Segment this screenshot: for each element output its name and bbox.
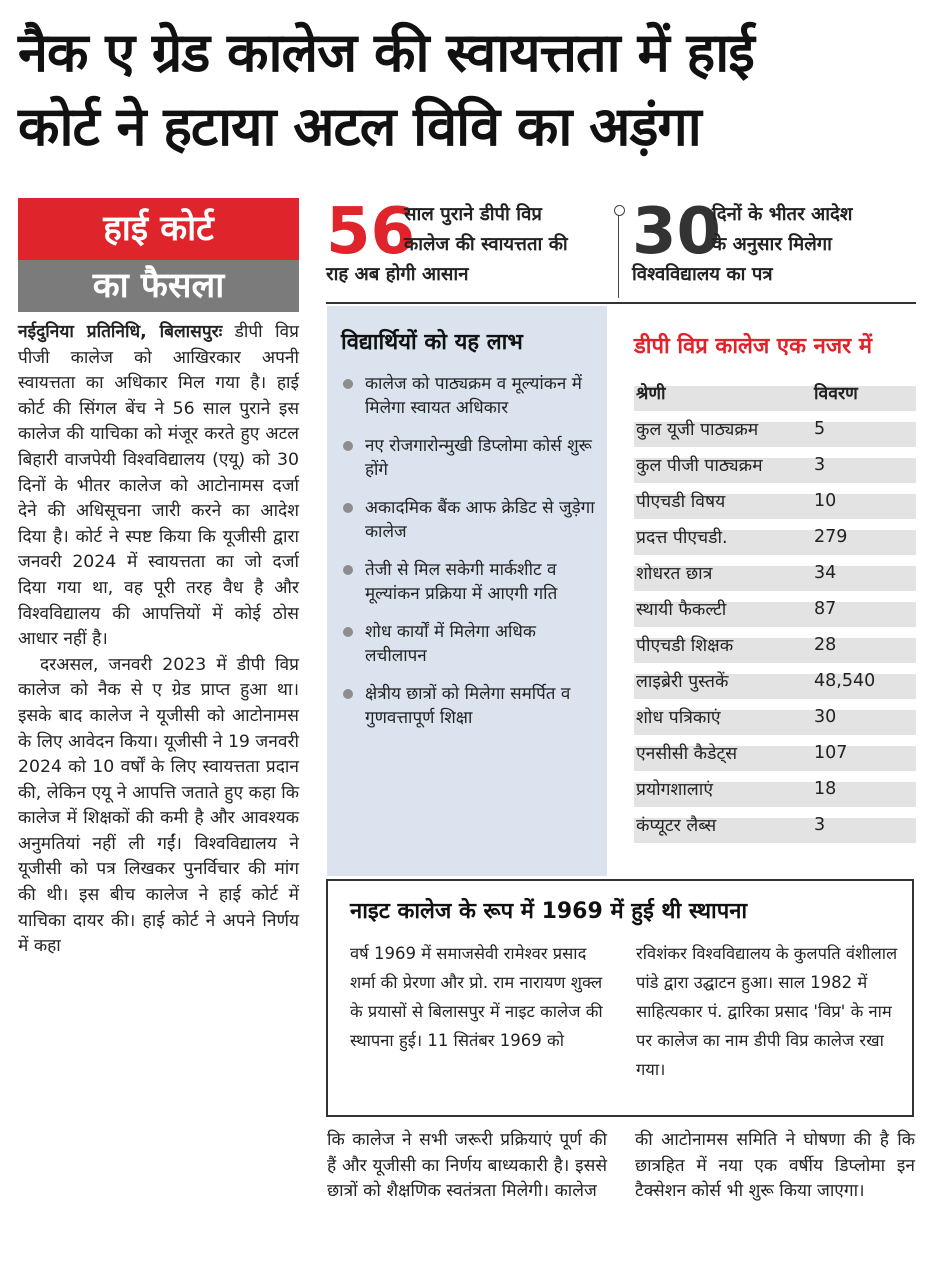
- benefits-panel: [327, 306, 607, 876]
- row-value: 3: [812, 807, 916, 843]
- founding-box: [326, 879, 914, 1117]
- table-row: [634, 555, 916, 591]
- stats-divider: [618, 210, 619, 298]
- verdict-label-bottom: का फैसला: [18, 260, 299, 312]
- row-value: 3: [812, 447, 916, 483]
- stat-caption-line-3: विश्वविद्यालय का पत्र: [632, 264, 773, 285]
- benefit-item: [339, 434, 601, 482]
- byline: नईदुनिया प्रतिनिधि, बिलासपुरः: [18, 322, 223, 342]
- row-value: 28: [812, 627, 916, 663]
- continuation-col-1: कि कालेज ने सभी जरूरी प्रक्रियाएं पूर्ण की हैं और यूजीसी का निर्णय बाध्यकारी है। इससे छात्रों को शैक्षणिक स्वतंत्रता मिलेगी। कालेज: [327, 1130, 607, 1202]
- stat-number: 30: [632, 195, 722, 269]
- founding-text-col-2: रविशंकर विश्वविद्यालय के कुलपति वंशीलाल पांडे द्वारा उद्घाटन हुआ। साल 1982 में साहित्यकार पं. द्वारिका प्रसाद 'विप्र' के नाम पर कालेज का नाम डीपी विप्र कालेज रखा गया।: [636, 944, 898, 1079]
- info-table: [634, 375, 916, 843]
- stat-caption-line-3: राह अब होगी आसान: [326, 264, 469, 285]
- bullet-icon: [343, 379, 353, 389]
- benefit-text: अकादमिक बैंक आफ क्रेडिट से जुड़ेगा कालेज: [365, 498, 595, 542]
- row-category: प्रयोगशालाएं: [634, 771, 812, 807]
- row-value: 87: [812, 591, 916, 627]
- table-row: [634, 411, 916, 447]
- table-header-row: [634, 375, 916, 411]
- header-category: श्रेणी: [634, 375, 812, 411]
- row-category: लाइब्रेरी पुस्तकें: [634, 663, 812, 699]
- verdict-label-top: हाई कोर्ट: [18, 198, 299, 260]
- article-paragraph-1: [18, 320, 299, 653]
- benefit-item: [339, 682, 601, 730]
- benefit-item: [339, 620, 601, 668]
- table-row: [634, 591, 916, 627]
- benefit-text: नए रोजगारोन्मुखी डिप्लोमा कोर्स शुरू होंगे: [365, 436, 592, 480]
- row-category: पीएचडी शिक्षक: [634, 627, 812, 663]
- table-row: [634, 735, 916, 771]
- row-category: शोधरत छात्र: [634, 555, 812, 591]
- stat-caption-line-1: दिनों के भीतर आदेश: [712, 204, 853, 225]
- benefit-item: [339, 496, 601, 544]
- row-category: शोध पत्रिकाएं: [634, 699, 812, 735]
- header-detail: विवरण: [812, 375, 916, 411]
- stat-number: 56: [326, 195, 416, 269]
- benefit-text: कालेज को पाठ्यक्रम व मूल्यांकन में मिलेगा स्वायत अधिकार: [365, 374, 582, 418]
- row-value: 10: [812, 483, 916, 519]
- bullet-icon: [343, 689, 353, 699]
- bullet-icon: [343, 441, 353, 451]
- benefit-item: [339, 372, 601, 420]
- headline: [18, 16, 923, 164]
- row-value: 279: [812, 519, 916, 555]
- row-value: 18: [812, 771, 916, 807]
- headline-line-2: कोर्ट ने हटाया अटल विवि का अड़ंगा: [18, 95, 701, 158]
- bullet-icon: [343, 627, 353, 637]
- row-value: 5: [812, 411, 916, 447]
- row-category: एनसीसी कैडेट्स: [634, 735, 812, 771]
- row-category: स्थायी फैकल्टी: [634, 591, 812, 627]
- bullet-icon: [343, 503, 353, 513]
- benefit-text: तेजी से मिल सकेगी मार्कशीट व मूल्यांकन प्रक्रिया में आएगी गति: [365, 560, 558, 604]
- row-value: 48,540: [812, 663, 916, 699]
- stats-rule: [326, 302, 916, 304]
- table-row: [634, 627, 916, 663]
- row-category: पीएचडी विषय: [634, 483, 812, 519]
- benefit-text: क्षेत्रीय छात्रों को मिलेगा समर्पित व गुणवत्तापूर्ण शिक्षा: [365, 684, 571, 728]
- bullet-icon: [343, 565, 353, 575]
- table-row: [634, 663, 916, 699]
- row-value: 107: [812, 735, 916, 771]
- row-category: कुल यूजी पाठ्यक्रम: [634, 411, 812, 447]
- continuation-col-2: की आटोनामस समिति ने घोषणा की है कि छात्रहित में नया एक वर्षीय डिप्लोमा इन टैक्सेशन कोर्स भी शुरू किया जाएगा।: [635, 1130, 915, 1202]
- table-row: [634, 483, 916, 519]
- table-row: [634, 519, 916, 555]
- benefit-text: शोध कार्यों में मिलेगा अधिक लचीलापन: [365, 622, 536, 666]
- article-paragraph-1-text: डीपी विप्र पीजी कालेज को आखिरकार अपनी स्वायत्तता का अधिकार मिल गया है। हाई कोर्ट की सिंगल बेंच ने 56 साल पुराने इस कालेज की याचिका को मंजूर करते हुए अटल बिहारी वाजपेयी विश्वविद्यालय (एयू) को 30 दिनों के भीतर कालेज को आटोनामस दर्जा देने की अधिसूचना जारी करने का आदेश दिया है। कोर्ट ने स्पष्ट किया कि यूजीसी द्वारा जनवरी 2024 में स्वायत्तता का जो दर्जा दिया गया था, वह पूरी तरह वैध है और विश्वविद्यालय की आपत्तियों में कोई ठोस आधार नहीं है।: [18, 322, 299, 650]
- stat-caption-line-1: साल पुराने डीपी विप्र: [404, 204, 542, 225]
- table-row: [634, 447, 916, 483]
- verdict-label: [18, 198, 299, 312]
- article-paragraph-2: दरअसल, जनवरी 2023 में डीपी विप्र कालेज को नैक से ए ग्रेड प्राप्त हुआ था। इसके बाद कालेज ने यूजीसी को आटोनामस के लिए आवेदन किया। यूजीसी ने 19 जनवरी 2024 को 10 वर्षों के लिए स्वायत्तता प्रदान की, लेकिन एयू ने आपत्ति जताते हुए कहा कि कालेज में शिक्षकों की कमी है और आवश्यक अनुमतियां नहीं ली गईं। विश्वविद्यालय ने यूजीसी को पत्र लिखकर पुनर्विचार की मांग की थी। इस बीच कालेज ने हाई कोर्ट में याचिका दायर की। हाई कोर्ट ने अपने निर्णय में कहा: [18, 654, 299, 957]
- row-value: 30: [812, 699, 916, 735]
- table-row: [634, 699, 916, 735]
- left-article: [18, 320, 299, 960]
- headline-line-1: नैक ए ग्रेड कालेज की स्वायत्तता में हाई: [18, 21, 754, 84]
- info-table-title: डीपी विप्र कालेज एक नजर में: [634, 334, 872, 359]
- table-row: [634, 807, 916, 843]
- row-category: प्रदत्त पीएचडी.: [634, 519, 812, 555]
- founding-text-col-1: वर्ष 1969 में समाजसेवी रामेश्वर प्रसाद शर्मा की प्रेरणा और प्रो. राम नारायण शुक्ल के प्रयासों से बिलासपुर में नाइट कालेज की स्थापना हुई। 11 सितंबर 1969 को: [350, 944, 603, 1050]
- stat-56-years: [326, 196, 611, 300]
- stat-caption-line-2: के अनुसार मिलेगा: [712, 234, 832, 255]
- benefit-item: [339, 558, 601, 606]
- stat-30-days: [632, 196, 917, 300]
- table-row: [634, 771, 916, 807]
- founding-title: नाइट कालेज के रूप में 1969 में हुई थी स्थापना: [350, 899, 748, 924]
- stats-divider-dot: [614, 205, 625, 216]
- row-category: कंप्यूटर लैब्स: [634, 807, 812, 843]
- benefits-list: [339, 372, 601, 744]
- row-value: 34: [812, 555, 916, 591]
- stat-caption-line-2: कालेज की स्वायत्तता की: [404, 234, 568, 255]
- benefits-title: विद्यार्थियों को यह लाभ: [341, 330, 523, 355]
- row-category: कुल पीजी पाठ्यक्रम: [634, 447, 812, 483]
